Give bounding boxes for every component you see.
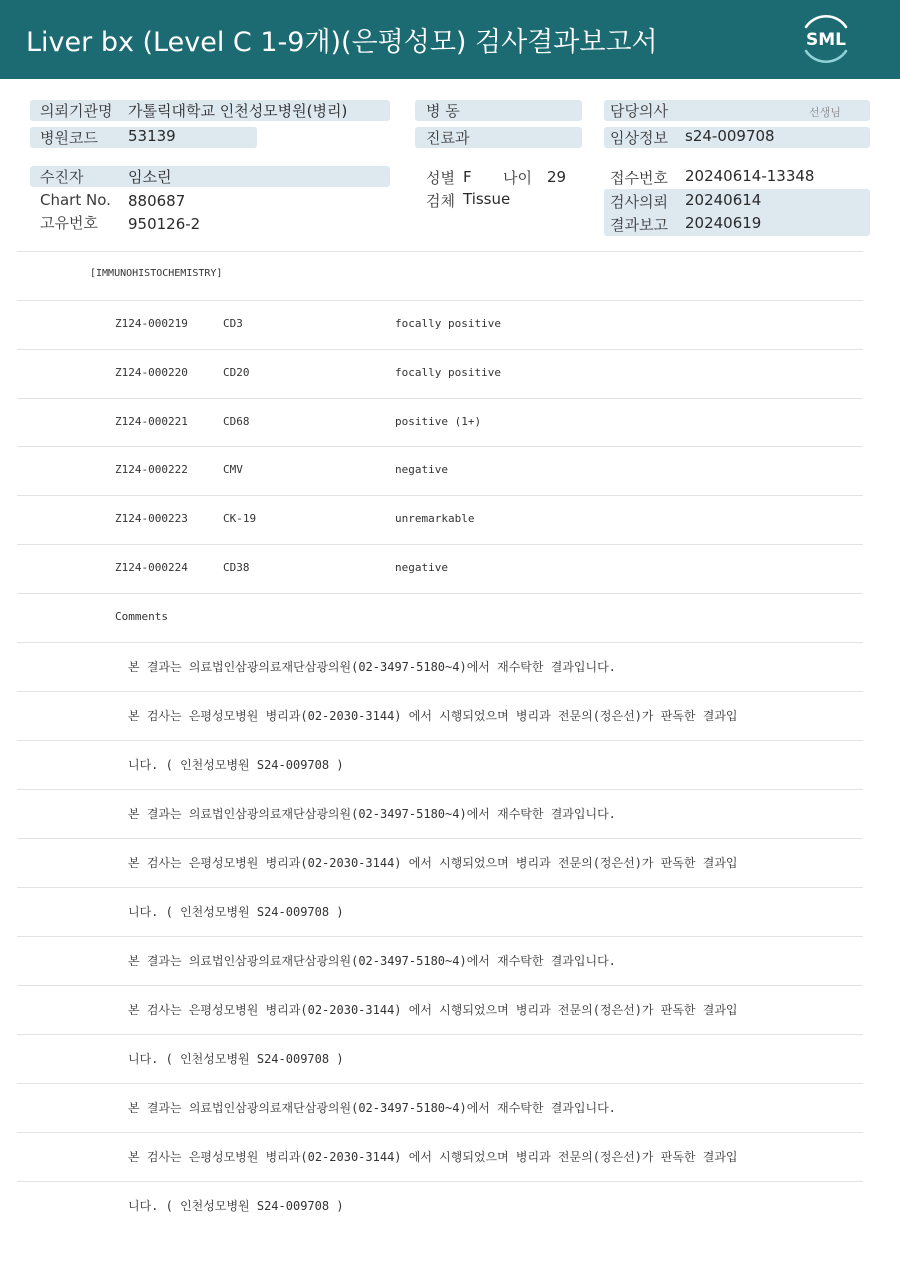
hospital-code-value: 53139 [128, 127, 176, 145]
report-header [0, 0, 900, 79]
department-label: 진료과 [426, 129, 470, 147]
test-code: Z124-000223 [115, 512, 188, 525]
patient-value: 임소린 [128, 168, 172, 186]
test-code: Z124-000219 [115, 317, 188, 330]
receipt-no-label: 접수번호 [610, 169, 668, 187]
clinical-info-label: 임상정보 [610, 129, 668, 147]
specimen-label: 검체 [426, 192, 455, 210]
report-title: Liver bx (Level C 1-9개)(은평성모) 검사결과보고서 [26, 27, 658, 58]
divider [17, 300, 863, 301]
unique-id-label: 고유번호 [40, 214, 98, 232]
chart-no-label: Chart No. [40, 191, 111, 209]
marker-result: negative [395, 561, 448, 574]
test-code: Z124-000221 [115, 415, 188, 428]
divider [17, 1181, 863, 1182]
age-value: 29 [547, 168, 567, 186]
marker-name: CK-19 [223, 512, 257, 525]
divider [17, 740, 863, 741]
patient-row [30, 166, 390, 187]
chart-no-value: 880687 [128, 192, 186, 210]
comment-line: 본 결과는 의료법인삼광의료재단삼광의원(02-3497-5180~4)에서 재수탁한 결과입니다. [128, 954, 616, 968]
hospital-code-label: 병원코드 [40, 129, 98, 147]
divider [17, 642, 863, 643]
receipt-no-value: 20240614-13348 [685, 167, 815, 185]
doctor-label: 담당의사 [610, 102, 668, 120]
test-code: Z124-000224 [115, 561, 188, 574]
comment-line: 본 결과는 의료법인삼광의료재단삼광의원(02-3497-5180~4)에서 재수탁한 결과입니다. [128, 807, 616, 821]
comment-line: 본 결과는 의료법인삼광의료재단삼광의원(02-3497-5180~4)에서 재수탁한 결과입니다. [128, 660, 616, 674]
divider [17, 446, 863, 447]
sex-label: 성별 [426, 169, 455, 187]
institution-value: 가톨릭대학교 인천성모병원(병리) [128, 102, 348, 120]
comment-line: 본 검사는 은평성모병원 병리과(02-2030-3144) 에서 시행되었으며 병리과 전문의(정은선)가 판독한 결과입 [128, 709, 738, 723]
report-date-value: 20240619 [685, 214, 762, 232]
divider [17, 349, 863, 350]
marker-result: focally positive [395, 317, 501, 330]
logo-text: SML [806, 30, 846, 50]
marker-result: negative [395, 463, 448, 476]
marker-name: CD20 [223, 366, 250, 379]
divider [17, 1083, 863, 1084]
comment-line: 본 검사는 은평성모병원 병리과(02-2030-3144) 에서 시행되었으며 병리과 전문의(정은선)가 판독한 결과입 [128, 856, 738, 870]
marker-name: CMV [223, 463, 243, 476]
comment-line: 니다. ( 인천성모병원 S24-009708 ) [128, 1052, 344, 1066]
divider [17, 398, 863, 399]
section-title: [IMMUNOHISTOCHEMISTRY] [90, 268, 223, 279]
sml-logo [796, 11, 856, 67]
divider [17, 887, 863, 888]
test-code: Z124-000220 [115, 366, 188, 379]
divider [17, 495, 863, 496]
doctor-suffix: 선생님 [809, 106, 841, 119]
marker-name: CD3 [223, 317, 243, 330]
divider [17, 1132, 863, 1133]
comment-line: 본 결과는 의료법인삼광의료재단삼광의원(02-3497-5180~4)에서 재수탁한 결과입니다. [128, 1101, 616, 1115]
divider [17, 691, 863, 692]
sex-value: F [463, 168, 472, 186]
marker-result: focally positive [395, 366, 501, 379]
unique-id-value: 950126-2 [128, 215, 201, 233]
report-date-label: 결과보고 [610, 216, 668, 234]
divider [17, 985, 863, 986]
marker-name: CD68 [223, 415, 250, 428]
ward-label: 병 동 [426, 102, 460, 120]
comment-line: 본 검사는 은평성모병원 병리과(02-2030-3144) 에서 시행되었으며 병리과 전문의(정은선)가 판독한 결과입 [128, 1003, 738, 1017]
divider [17, 789, 863, 790]
test-code: Z124-000222 [115, 463, 188, 476]
marker-result: positive (1+) [395, 415, 482, 428]
marker-name: CD38 [223, 561, 250, 574]
comment-line: 본 검사는 은평성모병원 병리과(02-2030-3144) 에서 시행되었으며 병리과 전문의(정은선)가 판독한 결과입 [128, 1150, 738, 1164]
divider [17, 251, 863, 252]
comment-line: 니다. ( 인천성모병원 S24-009708 ) [128, 1199, 344, 1213]
marker-result: unremarkable [395, 512, 475, 525]
request-date-value: 20240614 [685, 191, 762, 209]
comment-line: 니다. ( 인천성모병원 S24-009708 ) [128, 758, 344, 772]
comments-label: Comments [115, 610, 168, 623]
age-label: 나이 [503, 169, 532, 187]
divider [17, 593, 863, 594]
specimen-value: Tissue [463, 190, 511, 208]
divider [17, 838, 863, 839]
patient-label: 수진자 [40, 168, 84, 186]
divider [17, 936, 863, 937]
clinical-info-value: s24-009708 [685, 127, 775, 145]
divider [17, 544, 863, 545]
request-date-label: 검사의뢰 [610, 193, 668, 211]
divider [17, 1034, 863, 1035]
comment-line: 니다. ( 인천성모병원 S24-009708 ) [128, 905, 344, 919]
institution-label: 의뢰기관명 [40, 102, 113, 120]
